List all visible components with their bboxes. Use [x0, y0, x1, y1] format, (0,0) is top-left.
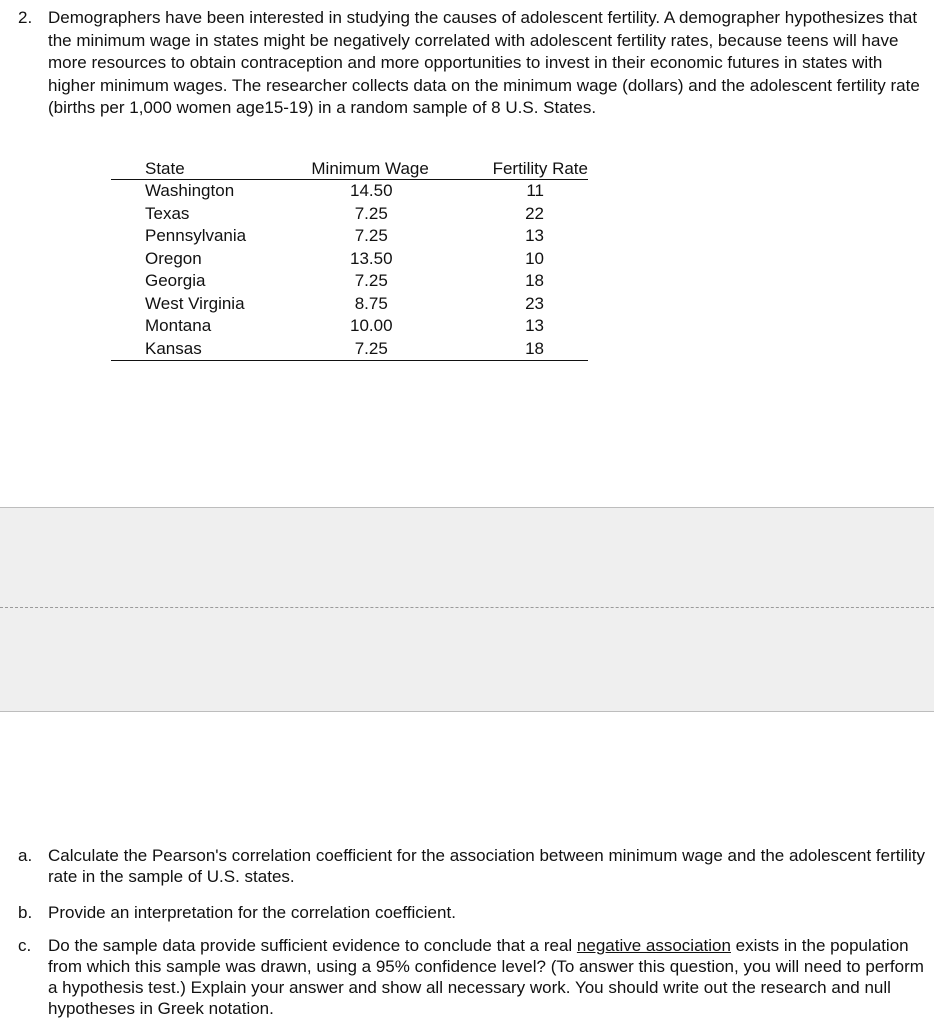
- cell-rate: 13: [525, 316, 544, 335]
- cell-rate: 11: [526, 181, 544, 200]
- table-row: [111, 225, 588, 248]
- cell-wage: 7.25: [354, 226, 388, 245]
- cell-wage: 7.25: [354, 203, 388, 223]
- cell-wage: 13.50: [349, 248, 393, 268]
- table-row: [111, 315, 588, 338]
- table-header-row: [111, 159, 588, 180]
- header-state: State: [111, 159, 311, 180]
- answer-divider: [0, 607, 934, 608]
- table-row: [111, 270, 588, 293]
- cell-state: Georgia: [145, 271, 206, 290]
- cell-rate: 23: [525, 293, 544, 313]
- table-row: [111, 248, 588, 271]
- table-row: [111, 180, 588, 203]
- part-b-text: Provide an interpretation for the correlation coefficient.: [48, 903, 456, 922]
- data-table: [111, 159, 588, 361]
- table-row: [111, 293, 588, 316]
- cell-wage: 7.25: [354, 271, 388, 290]
- cell-state: Oregon: [145, 248, 202, 268]
- question-text: Demographers have been interested in studying the causes of adolescent fertility. A demographer hypothesizes that the minimum wage in states might be negatively correlated with adolescent fertility rates, because teens will have more resources to obtain contraception and more opportunities to invest in their economic futures in states with higher minimum wages. The researcher collects data on the minimum wage (dollars) and the adolescent fertility rate (births per 1,000 women age15-19) in a random sample of 8 U.S. States.: [48, 8, 920, 117]
- cell-state: Kansas: [111, 338, 311, 361]
- table-row: [111, 203, 588, 226]
- part-b-letter: b.: [18, 903, 33, 922]
- part-c-text: [48, 935, 928, 1019]
- part-c-text-before: Do the sample data provide sufficient evidence to conclude that a real: [48, 936, 577, 955]
- cell-rate: 18: [525, 271, 544, 290]
- cell-rate: 10: [525, 248, 544, 268]
- cell-wage: 7.25: [311, 338, 431, 361]
- cell-wage: 8.75: [354, 293, 388, 313]
- part-a-letter: a.: [18, 846, 33, 865]
- table-row: [111, 338, 588, 361]
- question-number: 2.: [18, 8, 33, 27]
- cell-state: Montana: [145, 316, 212, 335]
- cell-state: West Virginia: [145, 293, 245, 313]
- answer-area[interactable]: [0, 507, 934, 712]
- cell-rate: 18: [431, 338, 588, 361]
- header-minimum-wage: Minimum Wage: [311, 159, 431, 180]
- part-c-letter: c.: [18, 936, 32, 955]
- cell-state: Texas: [145, 203, 190, 223]
- part-a-text: Calculate the Pearson's correlation coefficient for the association between minimum wage and the adolescent fertility rate in the sample of U.S. states.: [48, 846, 926, 886]
- cell-state: Washington: [145, 181, 235, 200]
- part-c-text-after: exists in the population from which this sample was drawn, using a 95% confidence level? (To answer this question, you will need to perform a hypothesis test.) Explain your answer and show all necessary work. You should write out the research and null hypotheses in Greek notation.: [48, 936, 924, 1018]
- negative-association-underlined: negative association: [576, 936, 731, 955]
- cell-rate: 13: [525, 226, 544, 245]
- header-fertility-rate: Fertility Rate: [431, 159, 588, 180]
- cell-wage: 10.00: [349, 316, 393, 335]
- cell-wage: 14.50: [349, 181, 393, 200]
- cell-state: Pennsylvania: [145, 226, 247, 245]
- cell-rate: 22: [525, 203, 544, 223]
